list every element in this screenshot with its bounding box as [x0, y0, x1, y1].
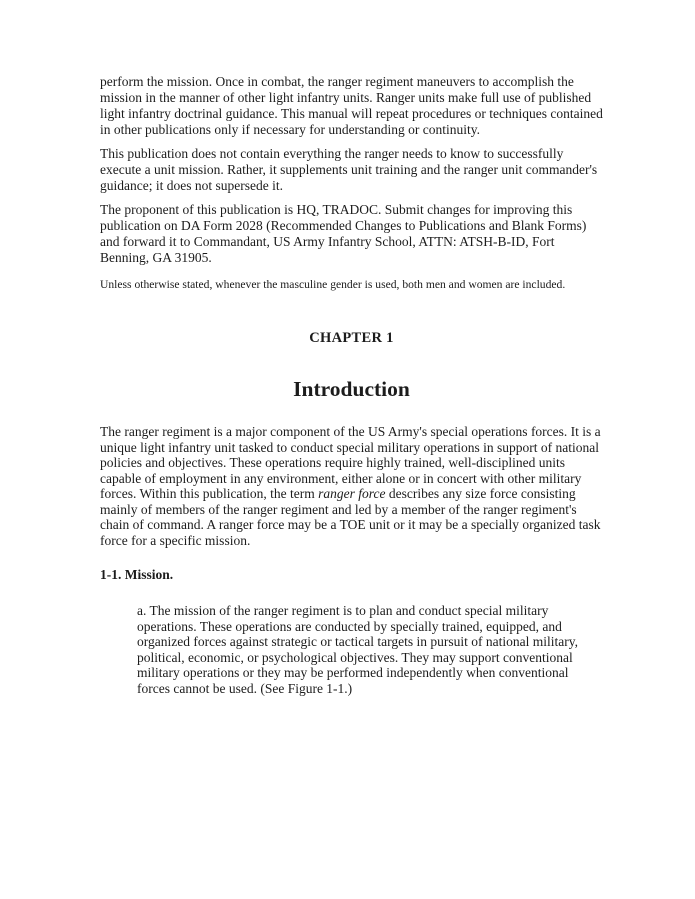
chapter-title: Introduction: [293, 377, 410, 401]
paragraph-publication-scope: This publication does not contain everything the ranger needs to know to successfully execute a unit mission. Rather, it supplements unit training and the ranger unit commander's guidance; it does not supersede it.: [100, 146, 598, 193]
paragraph-proponent: The proponent of this publication is HQ, TRADOC. Submit changes for improving this publication on DA Form 2028 (Recommended Changes to Publications and Blank Forms) and forward it to Commandant, US Army Infantry School, ATTN: ATSH-B-ID, Fort Benning, GA 31905.: [100, 202, 587, 265]
paragraph-1-1-a: a. The mission of the ranger regiment is to plan and conduct special military operations. These operations are conducted by specially trained, equipped, and organized forces against strategic or tactical targets in pursuit of national military, political, economic, or psychological objectives. They may support conventional military operations or they may be performed independently when conventional forces cannot be used. (See Figure 1-1.): [137, 603, 578, 696]
intro-italic-term: ranger force: [318, 486, 386, 501]
section-1-1-mission-heading: 1-1. Mission.: [100, 567, 174, 582]
intro-text-after-term: describes any size force consisting mainly of members of the ranger regiment and led by a member of the ranger regiment's chain of command. A ranger force may be a TOE unit or it may be a specially organized task force for a specific mission.: [100, 486, 601, 548]
page-content: [100, 74, 603, 697]
paragraph-introduction: [100, 424, 603, 548]
chapter-heading: CHAPTER 1: [309, 330, 394, 346]
paragraph-mission-continuation: perform the mission. Once in combat, the ranger regiment maneuvers to accomplish the mission in the manner of other light infantry units. Ranger units make full use of published light infantry doctrinal guidance. This manual will repeat procedures or techniques contained in other publications only if necessary for understanding or continuity.: [100, 74, 603, 137]
gender-note: Unless otherwise stated, whenever the masculine gender is used, both men and women are included.: [100, 278, 566, 291]
intro-text-before-term: The ranger regiment is a major component of the US Army's special operations forces. It is a unique light infantry unit tasked to conduct special military operations in support of national policies and objectives. These operations require highly trained, well-disciplined units capable of employment in any environment, either alone or in concert with other military forces. Within this publication, the term: [100, 424, 601, 501]
